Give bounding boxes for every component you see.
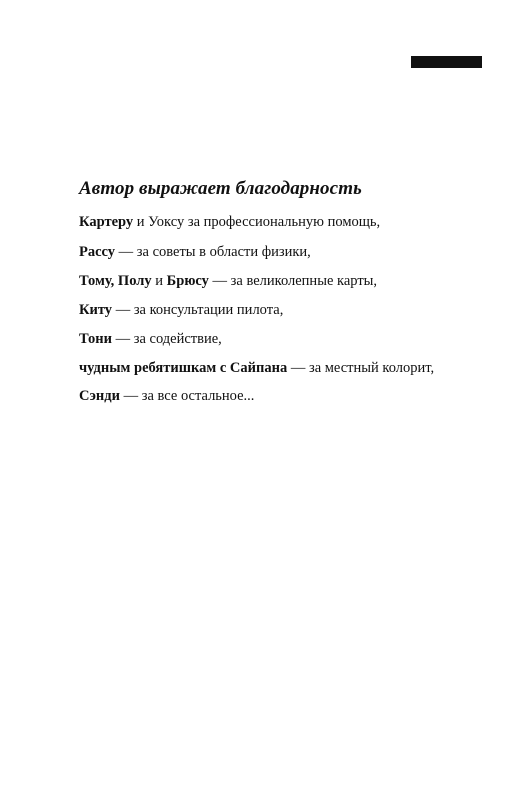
acknowledgement-line [79,360,434,377]
acknowledged-name: Брюсу [166,273,209,289]
acknowledged-name: Рассу [79,244,116,260]
acknowledged-name: чудным ребятишкам с Сайпана [79,360,288,376]
acknowledged-name: Киту [79,302,113,318]
acknowledgement-text: — за советы в области физики, [115,244,311,260]
acknowledgement-line [79,244,311,261]
acknowledged-name: Тому, Полу [79,273,152,289]
corner-marker-bar [411,56,482,68]
acknowledgement-text: за профессиональную помощь, [184,214,381,230]
acknowledged-name: Уоксу [148,214,185,230]
connector-text: и [151,273,167,289]
acknowledgement-text: — за великолепные карты, [208,273,378,289]
acknowledgement-text: — за все остальное... [119,388,255,404]
acknowledged-name: Тони [79,331,112,347]
acknowledgements-heading: Автор выражает благодарность [79,178,362,199]
acknowledgement-line [79,331,222,348]
acknowledgement-line [79,214,380,231]
acknowledgement-text: — за консультации пилота, [112,302,284,318]
acknowledged-name: Сэнди [79,388,120,404]
acknowledgement-line [79,388,254,405]
acknowledgement-line [79,273,377,290]
acknowledgement-text: — за местный колорит, [287,360,435,376]
acknowledgement-text: — за содействие, [111,331,222,347]
acknowledgement-line [79,302,283,319]
acknowledged-name: Картеру [79,214,134,230]
connector-text: и [133,214,149,230]
